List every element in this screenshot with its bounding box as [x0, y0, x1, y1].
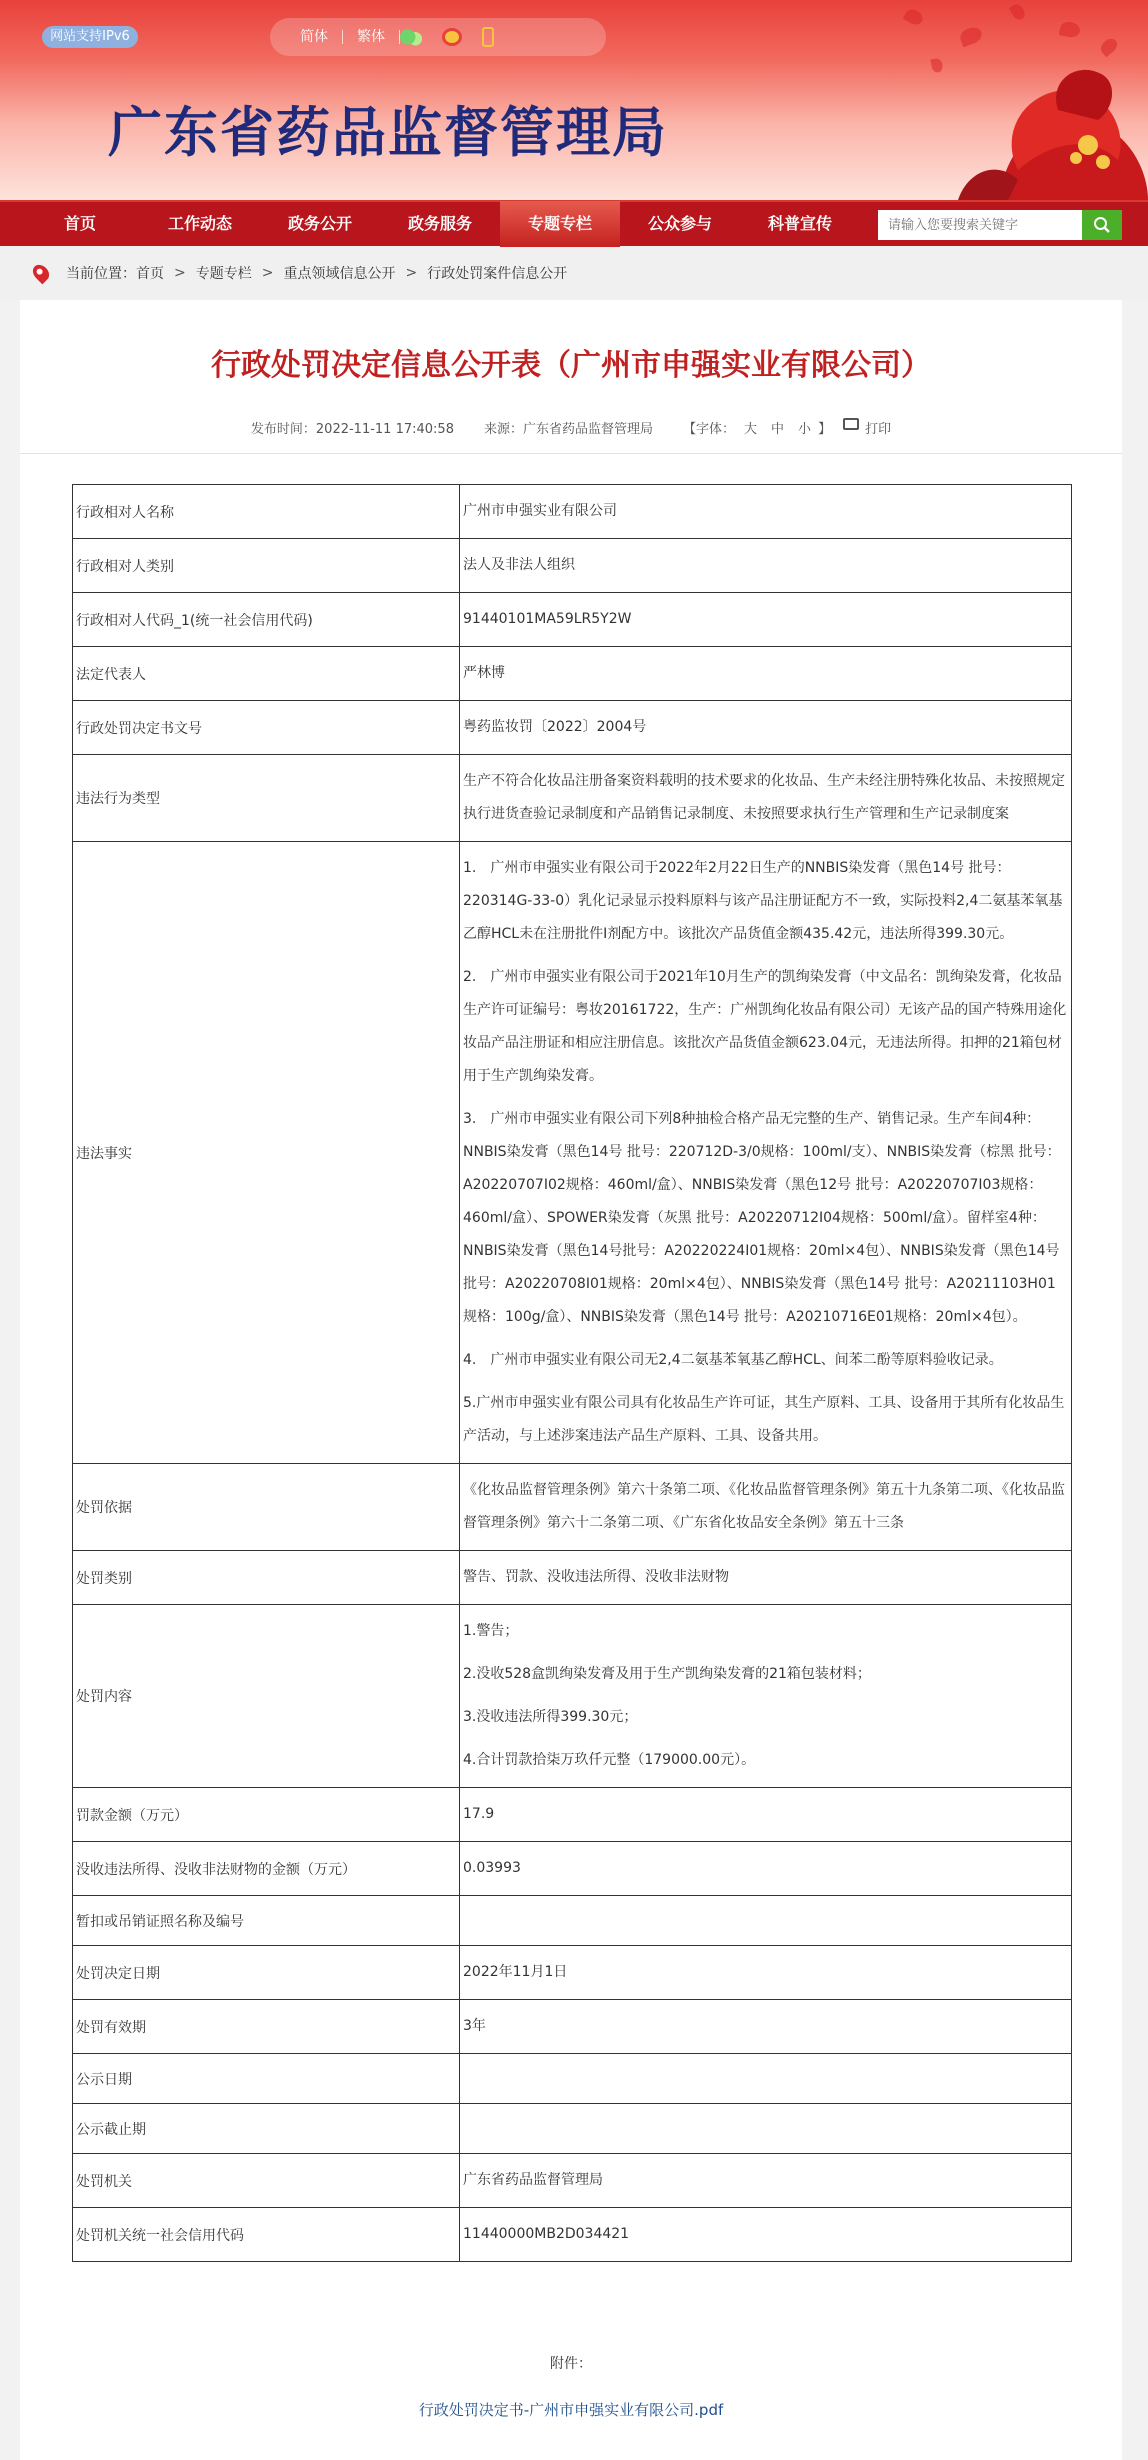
breadcrumb [0, 246, 1148, 300]
nav-item-work-news[interactable]: 工作动态 [167, 214, 232, 233]
breadcrumb-separator: > [405, 265, 418, 281]
main-nav [0, 200, 1148, 246]
search-box [878, 210, 1122, 240]
value-paragraph: 警告、罚款、没收违法所得、没收非法财物 [463, 1569, 729, 1585]
value-paragraph: 《化妆品监督管理条例》第六十条第二项、《化妆品监督管理条例》第五十九条第二项、《化妆品监督管理条例》第六十二条第二项、《广东省化妆品安全条例》第五十三条 [463, 1482, 1065, 1531]
value-paragraph: 广州市申强实业有限公司 [463, 503, 617, 519]
row-value [460, 2000, 1072, 2054]
table-row [73, 755, 1072, 842]
value-paragraph: 3年 [463, 2018, 486, 2034]
search-button[interactable] [1082, 210, 1122, 240]
table-body [73, 485, 1072, 2262]
row-key: 处罚决定日期 [73, 1946, 460, 2000]
row-value [460, 842, 1072, 1464]
row-value [460, 1464, 1072, 1551]
row-value [460, 1842, 1072, 1896]
breadcrumb-separator: > [261, 265, 274, 281]
table-row [73, 593, 1072, 647]
table-row [73, 1551, 1072, 1605]
attachment-label: 附件： [550, 2356, 592, 2372]
petal-decoration [903, 6, 926, 27]
table-row [73, 1842, 1072, 1896]
value-paragraph: 91440101MA59LR5Y2W [463, 611, 632, 627]
row-key: 违法事实 [73, 842, 460, 1464]
article-source: 来源：广东省药品监督管理局 [483, 422, 653, 437]
article-title: 行政处罚决定信息公开表（广州市申强实业有限公司） [211, 348, 931, 383]
table-row [73, 1896, 1072, 1946]
value-paragraph: 广东省药品监督管理局 [463, 2172, 603, 2188]
row-value [460, 1896, 1072, 1946]
value-paragraph: 4.合计罚款拾柒万玖仟元整（179000.00元）。 [463, 1752, 756, 1768]
row-value [460, 701, 1072, 755]
row-value [460, 2104, 1072, 2154]
value-paragraph: 2.没收528盒凯绚染发膏及用于生产凯绚染发膏的21箱包装材料； [463, 1666, 871, 1682]
search-icon [1093, 216, 1111, 234]
table-row [73, 1464, 1072, 1551]
top-toolbar [270, 18, 606, 56]
search-input[interactable] [878, 210, 1082, 240]
row-value [460, 593, 1072, 647]
row-key: 处罚机关统一社会信用代码 [73, 2208, 460, 2262]
row-key: 暂扣或吊销证照名称及编号 [73, 1896, 460, 1946]
row-key: 处罚有效期 [73, 2000, 460, 2054]
row-key: 罚款金额（万元） [73, 1788, 460, 1842]
row-key: 没收违法所得、没收非法财物的金额（万元） [73, 1842, 460, 1896]
divider [20, 453, 1122, 454]
value-paragraph: 4. 广州市申强实业有限公司无2,4二氨基苯氧基乙醇HCL、间苯二酚等原料验收记录。 [463, 1352, 1003, 1368]
row-key: 处罚内容 [73, 1605, 460, 1788]
row-key: 行政相对人名称 [73, 485, 460, 539]
nav-item-special-topics[interactable]: 专题专栏 [500, 201, 620, 247]
value-paragraph: 1.警告； [463, 1623, 519, 1639]
row-key: 法定代表人 [73, 647, 460, 701]
article-meta [20, 418, 1122, 437]
nav-item-gov-affairs[interactable]: 政务公开 [287, 214, 352, 233]
font-size-label: 【字体： [683, 422, 736, 437]
breadcrumb-item-penalty-cases[interactable]: 行政处罚案件信息公开 [427, 266, 568, 282]
wechat-icon[interactable] [400, 28, 422, 46]
nav-item-home[interactable]: 首页 [63, 214, 96, 233]
row-key: 处罚类别 [73, 1551, 460, 1605]
row-key: 处罚依据 [73, 1464, 460, 1551]
row-value [460, 755, 1072, 842]
breadcrumb-item-key-areas[interactable]: 重点领域信息公开 [283, 266, 396, 282]
value-paragraph: 11440000MB2D034421 [463, 2226, 630, 2242]
value-paragraph: 3. 广州市申强实业有限公司下列8种抽检合格产品无完整的生产、销售记录。生产车间4种：NNBIS染发膏（黑色14号 批号：220712D-3/0规格：100ml/支）、NNBIS染发膏（棕黑 批号：A20220707I02规格：460ml/盒）、NNBIS染发膏（黑色12号 批号：A20220707I03规格：460ml/盒）、SPOWER染发膏（灰黑 批号：A20220712I04规格：500ml/盒）。留样室4种：NNBIS染发膏（黑色14号批号：A20220224I01规格：20ml×4包）、NNBIS染发膏（黑色14号批号：A20220708I01规格：20ml×4包）、NNBIS染发膏（黑色14号 批号：A20211103H01规格：100g/盒）、NNBIS染发膏（黑色14号 批号：A20210716E01规格：20ml×4包）。 [463, 1111, 1061, 1325]
value-paragraph: 3.没收违法所得399.30元； [463, 1709, 638, 1725]
font-size-end: 】 [818, 422, 832, 437]
breadcrumb-separator: > [174, 265, 186, 281]
table-row [73, 701, 1072, 755]
site-title[interactable]: 广东省药品监督管理局 [108, 100, 668, 164]
table-row [73, 485, 1072, 539]
mobile-icon[interactable] [482, 27, 494, 47]
value-paragraph: 法人及非法人组织 [463, 557, 575, 573]
print-link[interactable]: 打印 [865, 422, 892, 437]
article-container [20, 300, 1122, 2460]
table-row [73, 1946, 1072, 2000]
attachment-link[interactable]: 行政处罚决定书-广州市申强实业有限公司.pdf [418, 2401, 724, 2419]
nav-item-public-participation[interactable]: 公众参与 [647, 214, 712, 233]
site-header [0, 0, 1148, 200]
row-value [460, 1605, 1072, 1788]
value-paragraph: 粤药监妆罚〔2022〕2004号 [463, 719, 647, 735]
location-pin-icon [30, 262, 53, 285]
row-value [460, 2208, 1072, 2262]
value-paragraph: 2. 广州市申强实业有限公司于2021年10月生产的凯绚染发膏（中文品名：凯绚染发膏，化妆品生产许可证编号：粤妆20161722，生产：广州凯绚化妆品有限公司）无该产品的国产特殊用途化妆品产品注册证和相应注册信息。该批次产品货值金额623.04元，无违法所得。扣押的21箱包材用于生产凯绚染发膏。 [463, 969, 1067, 1084]
row-value [460, 2154, 1072, 2208]
row-key: 公示日期 [73, 2054, 460, 2104]
row-value [460, 485, 1072, 539]
value-paragraph: 2022年11月1日 [463, 1964, 568, 1980]
value-paragraph: 严林博 [463, 665, 505, 681]
ipv6-badge: 网站支持IPv6 [42, 26, 138, 48]
publish-time: 发布时间：2022-11-11 17:40:58 [250, 422, 454, 437]
table-row [73, 2054, 1072, 2104]
row-key: 公示截止期 [73, 2104, 460, 2154]
row-value [460, 1946, 1072, 2000]
breadcrumb-item-home[interactable]: 首页 [136, 266, 164, 282]
weibo-icon[interactable] [442, 28, 462, 46]
row-key: 行政相对人类别 [73, 539, 460, 593]
row-value [460, 539, 1072, 593]
table-row [73, 2154, 1072, 2208]
breadcrumb-prefix: 当前位置： [66, 266, 136, 282]
kapok-flower-icon [938, 50, 1148, 200]
table-row [73, 1788, 1072, 1842]
row-key: 处罚机关 [73, 2154, 460, 2208]
table-row [73, 842, 1072, 1464]
value-paragraph: 17.9 [463, 1806, 495, 1822]
table-row [73, 647, 1072, 701]
table-row [73, 2000, 1072, 2054]
table-row [73, 539, 1072, 593]
font-size-medium[interactable]: 中 [771, 422, 785, 437]
petal-decoration [958, 25, 984, 48]
font-size-large[interactable]: 大 [744, 422, 758, 437]
print-icon[interactable] [843, 418, 859, 430]
font-size-small[interactable]: 小 [798, 422, 812, 437]
value-paragraph: 1. 广州市申强实业有限公司于2022年2月22日生产的NNBIS染发膏（黑色14号 批号：220314G-33-0）乳化记录显示投料原料与该产品注册证配方不一致，实际投料2,4二氨基苯氧基乙醇HCL未在注册批件I剂配方中。该批次产品货值金额435.42元，违法所得399.30元。 [463, 860, 1063, 942]
nav-item-gov-services[interactable]: 政务服务 [407, 214, 472, 233]
row-key: 行政处罚决定书文号 [73, 701, 460, 755]
value-paragraph: 生产不符合化妆品注册备案资料载明的技术要求的化妆品、生产未经注册特殊化妆品、未按照规定执行进货查验记录制度和产品销售记录制度、未按照要求执行生产管理和生产记录制度案 [463, 773, 1065, 822]
row-value [460, 1788, 1072, 1842]
lang-traditional-link[interactable]: 繁体 [343, 30, 400, 44]
row-value [460, 647, 1072, 701]
breadcrumb-item-special-topics[interactable]: 专题专栏 [195, 266, 252, 282]
petal-decoration [1059, 20, 1081, 38]
value-paragraph: 0.03993 [463, 1860, 521, 1876]
petal-decoration [1009, 2, 1027, 22]
lang-simplified-link[interactable]: 简体 [286, 30, 343, 44]
row-value [460, 2054, 1072, 2104]
penalty-info-table [72, 484, 1072, 2262]
row-key: 违法行为类型 [73, 755, 460, 842]
value-paragraph: 5.广州市申强实业有限公司具有化妆品生产许可证，其生产原料、工具、设备用于其所有化妆品生产活动，与上述涉案违法产品生产原料、工具、设备共用。 [463, 1395, 1065, 1444]
table-row [73, 2104, 1072, 2154]
row-key: 行政相对人代码_1(统一社会信用代码) [73, 593, 460, 647]
nav-item-science[interactable]: 科普宣传 [767, 214, 832, 233]
table-row [73, 1605, 1072, 1788]
row-value [460, 1551, 1072, 1605]
table-row [73, 2208, 1072, 2262]
